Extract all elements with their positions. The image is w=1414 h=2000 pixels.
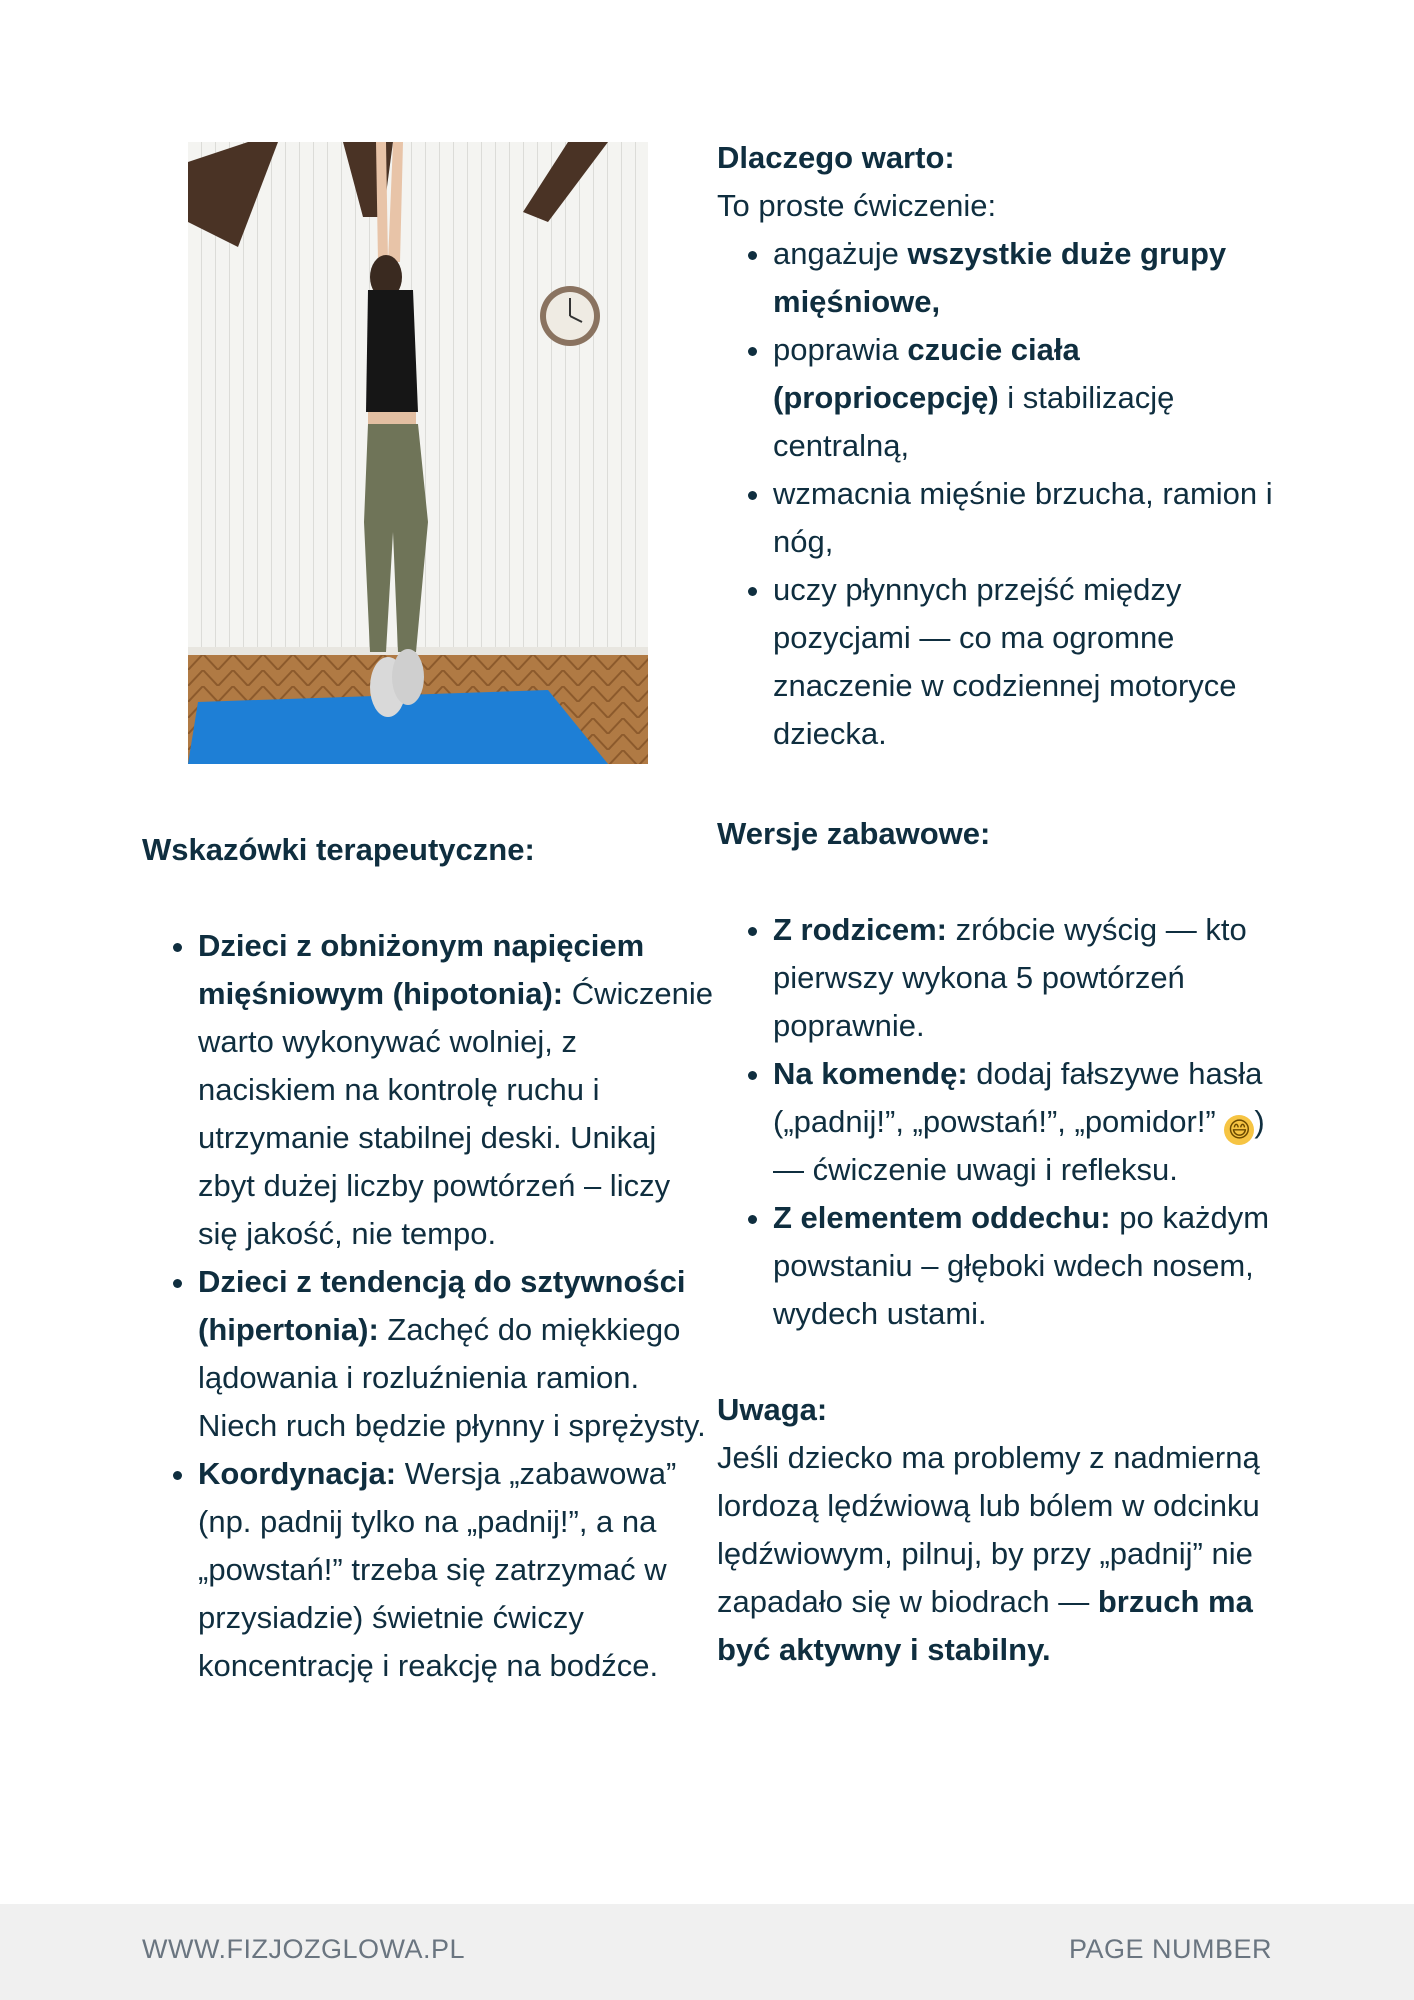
item-text: ) — ćwiczenie uwagi i refleksu.	[773, 1104, 1265, 1187]
item-bold: Z rodzicem:	[773, 912, 947, 947]
item-text: angażuje	[773, 236, 908, 271]
item-text: dodaj fałszywe hasła („padnij!”, „powstań!”, „pomidor!”	[773, 1056, 1263, 1139]
item-text: uczy płynnych przejść między pozycjami — co ma ogromne znaczenie w codziennej motoryce dziecka.	[773, 572, 1237, 751]
note-heading: Uwaga:	[717, 1392, 828, 1427]
website-link[interactable]: WWW.FIZJOZGLOWA.PL	[142, 1934, 465, 1964]
list-item	[198, 922, 717, 1258]
fun-and-note-section	[717, 810, 1297, 1674]
exercise-photo	[188, 142, 648, 764]
list-item	[773, 906, 1297, 1050]
item-text: zróbcie wyścig — kto pierwszy wykona 5 powtórzeń poprawnie.	[773, 912, 1247, 1043]
fun-heading: Wersje zabawowe:	[717, 816, 991, 851]
page-number: PAGE NUMBER	[1068, 1934, 1272, 1964]
item-text: Ćwiczenie warto wykonywać wolniej, z naciskiem na kontrolę ruchu i utrzymanie stabilnej deski. Unikaj zbyt dużej liczby powtórzeń – liczy się jakość, nie tempo.	[198, 976, 714, 1251]
page-footer	[0, 1904, 1414, 2000]
list-item	[773, 1194, 1297, 1338]
tips-heading: Wskazówki terapeutyczne:	[142, 832, 535, 867]
list-item	[773, 566, 1297, 758]
why-intro: To proste ćwiczenie:	[717, 188, 997, 223]
note-bold: brzuch ma być aktywny i stabilny.	[717, 1584, 1253, 1667]
fun-list	[717, 906, 1297, 1338]
note-paragraph	[717, 1434, 1297, 1674]
list-item	[773, 326, 1297, 470]
why-list	[717, 230, 1297, 758]
item-text: po każdym powstaniu – głęboki wdech nosem, wydech ustami.	[773, 1200, 1270, 1331]
item-text: Zachęć do miękkiego lądowania i rozluźnienia ramion. Niech ruch będzie płynny i sprężysty.	[198, 1312, 706, 1443]
item-bold: Z elementem oddechu:	[773, 1200, 1111, 1235]
why-section	[717, 134, 1297, 758]
why-heading: Dlaczego warto:	[717, 140, 955, 175]
tips-list	[142, 922, 717, 1690]
list-item	[773, 470, 1297, 566]
list-item	[773, 230, 1297, 326]
item-bold: Na komendę:	[773, 1056, 968, 1091]
item-text: i stabilizację centralną,	[773, 380, 1175, 463]
list-item	[198, 1258, 717, 1450]
tips-section	[142, 826, 717, 1690]
item-bold: wszystkie duże grupy mięśniowe,	[773, 236, 1227, 319]
item-text: poprawia	[773, 332, 908, 367]
grinning-face-icon: 😄	[1224, 1115, 1254, 1145]
item-bold: Koordynacja:	[198, 1456, 397, 1491]
item-text: wzmacnia mięśnie brzucha, ramion i nóg,	[773, 476, 1273, 559]
list-item	[198, 1450, 717, 1690]
item-bold: czucie ciała (propriocepcję)	[773, 332, 1080, 415]
item-bold: Dzieci z obniżonym napięciem mięśniowym (hipotonia):	[198, 928, 645, 1011]
item-bold: Dzieci z tendencją do sztywności (hipertonia):	[198, 1264, 686, 1347]
child-jumping-illustration	[188, 142, 648, 764]
list-item	[773, 1050, 1297, 1194]
note-text: Jeśli dziecko ma problemy z nadmierną lordozą lędźwiową lub bólem w odcinku lędźwiowym, pilnuj, by przy „padnij” nie zapadało się w biodrach —	[717, 1440, 1260, 1619]
item-text: Wersja „zabawowa” (np. padnij tylko na „padnij!”, a na „powstań!” trzeba się zatrzymać w przysiadzie) świetnie ćwiczy koncentrację i reakcję na bodźce.	[198, 1456, 677, 1683]
